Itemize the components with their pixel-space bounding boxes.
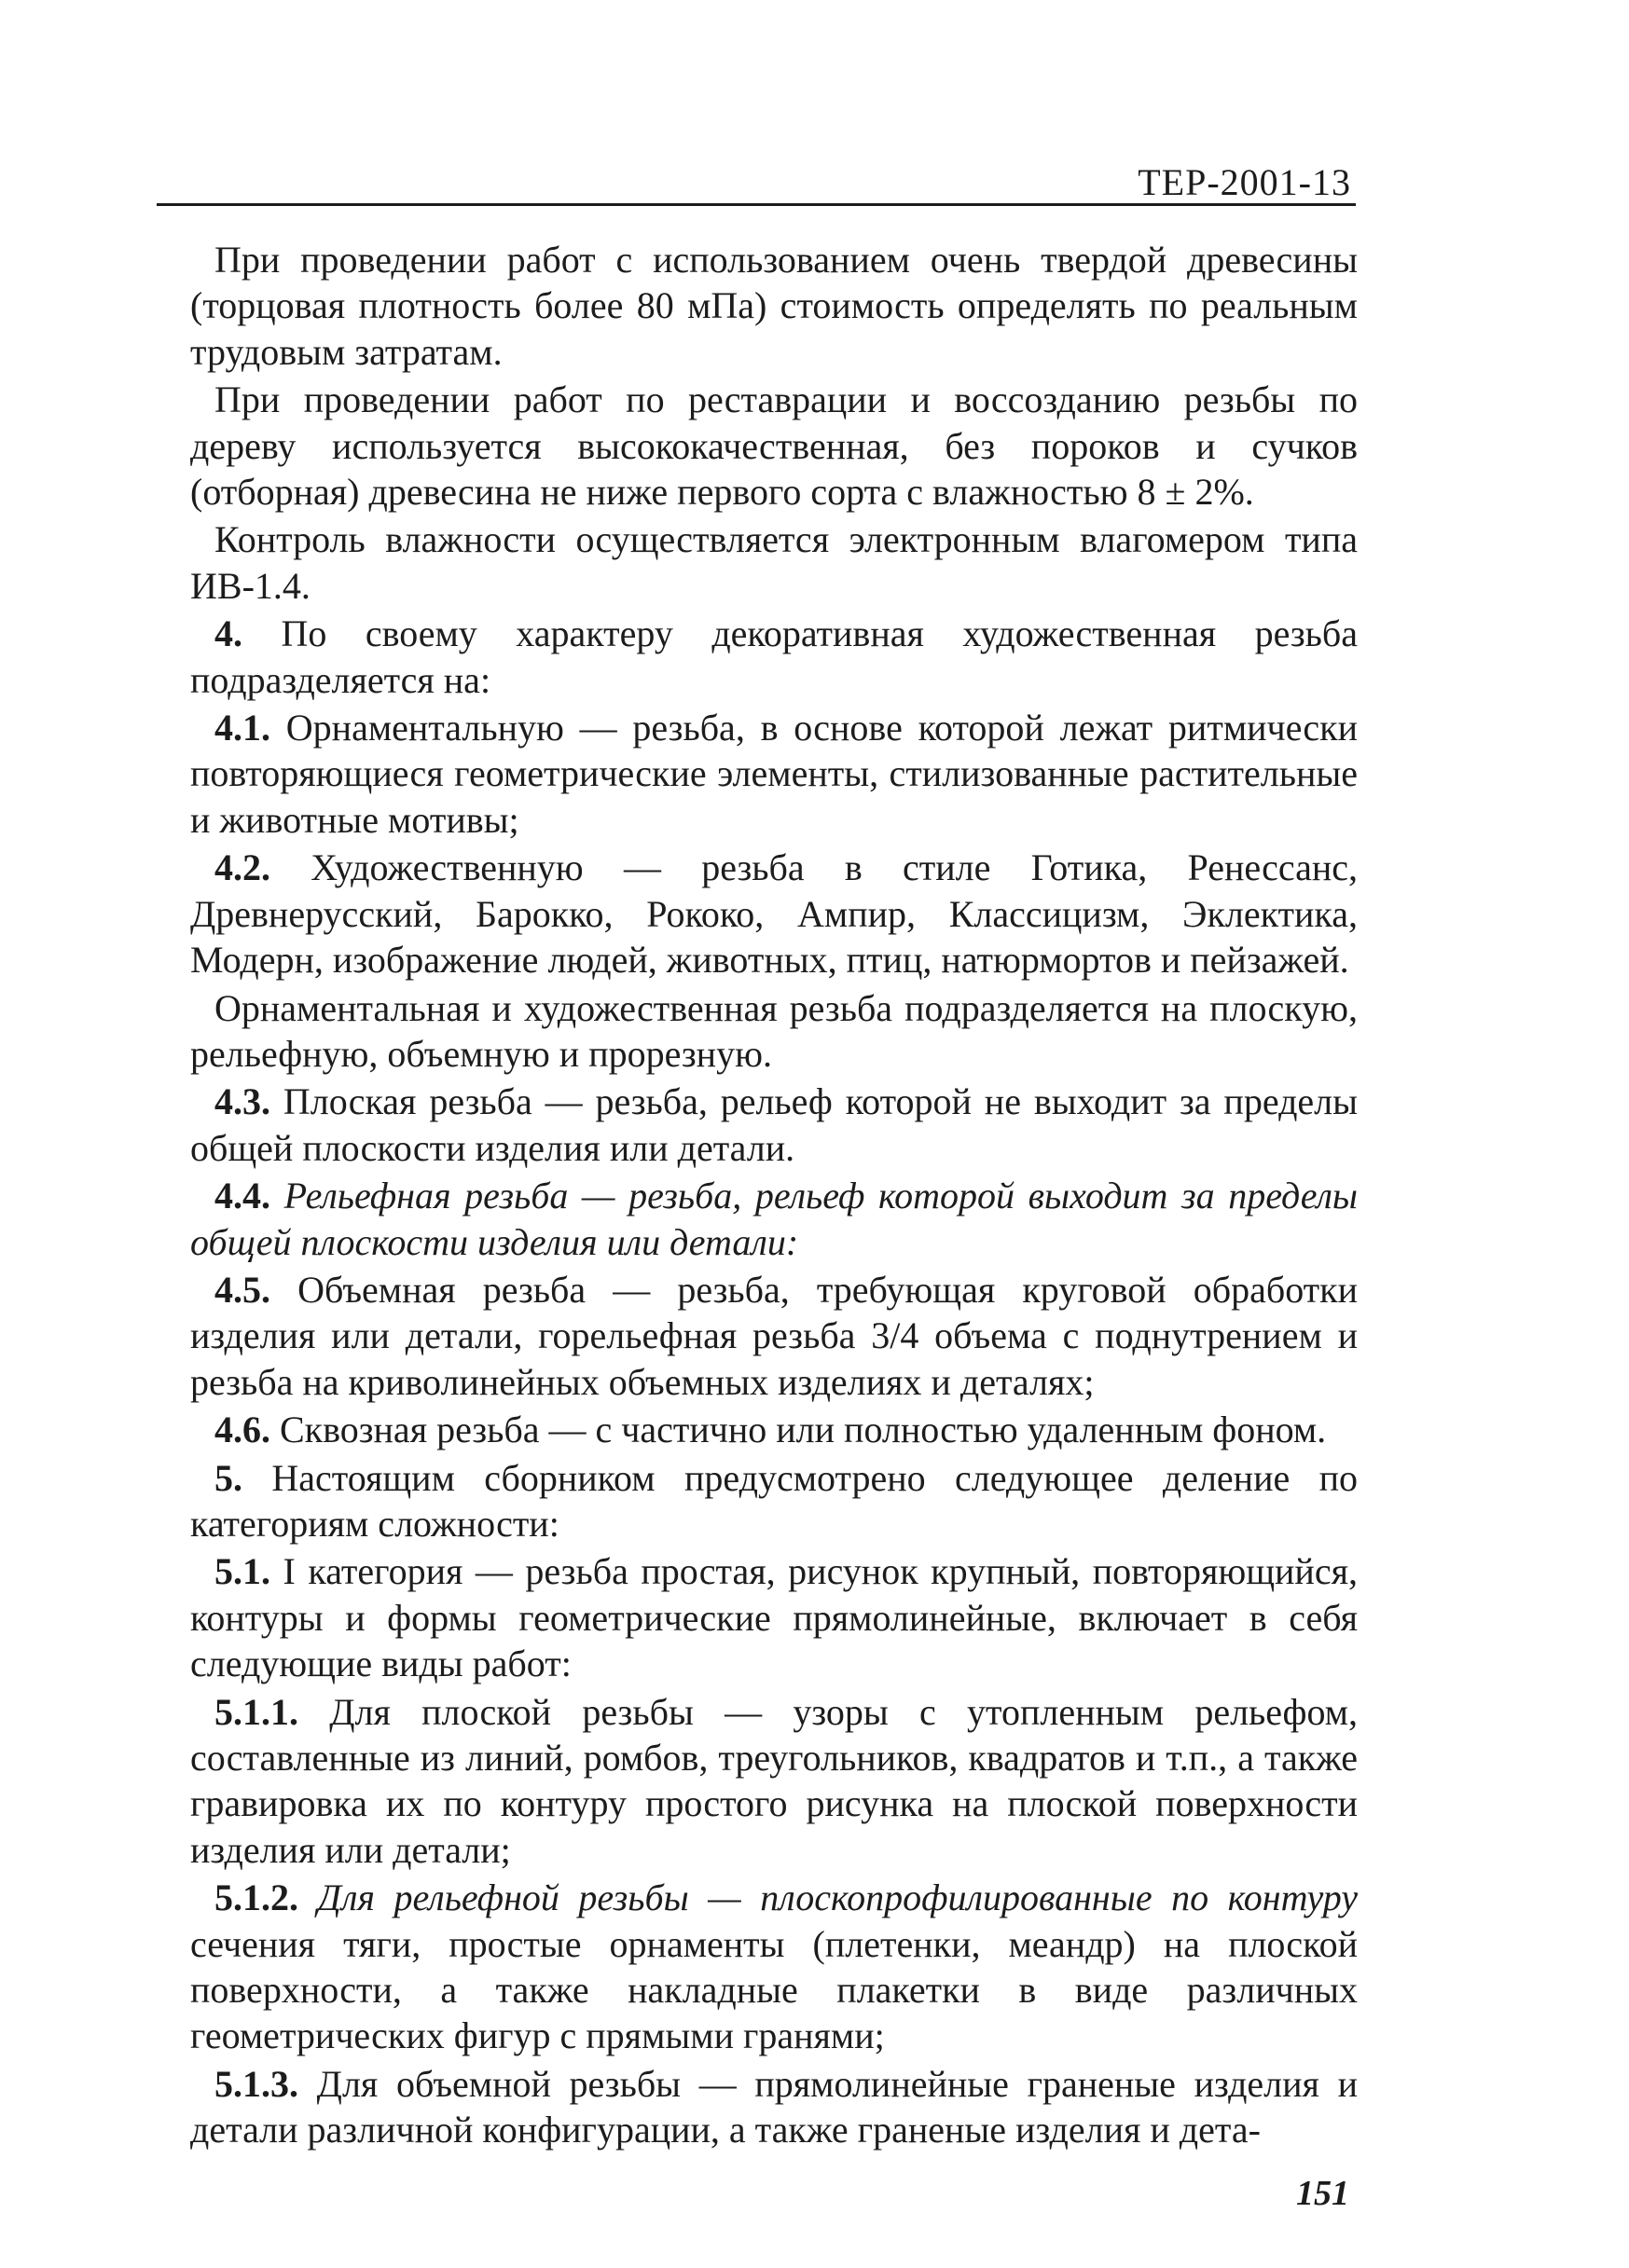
paragraph-text: По своему характеру декоративная художественная резьба подразделяется на: <box>190 612 1358 701</box>
clause-number: 4.5. <box>214 1268 270 1311</box>
paragraph <box>190 1548 1358 1686</box>
paragraph-text: сечения тяги, простые орнаменты (плетенки, меандр) на плоской поверхности, а также накладные плакетки в виде различных геометрических фигур с прямыми гранями; <box>190 1922 1358 2057</box>
paragraph <box>190 516 1358 609</box>
paragraph <box>190 1689 1358 1874</box>
paragraph-text: Сквозная резьба — с частично или полностью удаленным фоном. <box>280 1409 1327 1451</box>
clause-number: 4.2. <box>214 846 270 889</box>
paragraph-text: Для объемной резьбы — прямолинейные граненые изделия и детали различной конфигурации, а также граненые изделия и дета- <box>190 2062 1358 2151</box>
page-number: 151 <box>1296 2174 1349 2213</box>
paragraph <box>190 845 1358 983</box>
paragraph <box>190 1267 1358 1405</box>
paragraph-text: Настоящим сборником предусмотрено следующее деление по категориям сложности: <box>190 1456 1359 1545</box>
paragraph-text: I категория — резьба простая, рисунок крупный, повторяющийся, контуры и формы геометрические прямолинейные, включает в себя следующие виды работ: <box>190 1550 1358 1685</box>
paragraph <box>190 1455 1358 1547</box>
paragraph <box>190 2061 1358 2153</box>
paragraph-text: Орнаментальная и художественная резьба подразделяется на плоскую, рельефную, объемную и прорезную. <box>190 986 1358 1075</box>
paragraph <box>190 237 1358 375</box>
paragraph <box>190 705 1358 843</box>
clause-number: 5.1.2. <box>214 1876 298 1919</box>
paragraph-text: Объемная резьба — резьба, требующая круговой обработки изделия или детали, горельефная резьба 3/4 объема с поднутрением и резьба на криволинейных объемных изделиях и деталях; <box>190 1268 1359 1403</box>
paragraph-text: При проведении работ по реставрации и воссозданию резьбы по дереву используется высококачественная, без пороков и сучков (отборная) древесина не ниже первого сорта с влажностью 8 ± 2%. <box>190 378 1358 514</box>
paragraph-text: Контроль влажности осуществляется электронным влагомером типа ИВ-1.4. <box>190 518 1358 607</box>
paragraph <box>190 1407 1358 1452</box>
paragraph <box>190 611 1358 703</box>
clause-number: 5.1. <box>214 1550 270 1593</box>
clause-number: 4.6. <box>214 1409 270 1451</box>
document-code: ТЕР-2001-13 <box>1138 161 1351 203</box>
paragraph <box>190 1875 1358 2059</box>
paragraph <box>190 1079 1358 1171</box>
clause-number: 4.3. <box>214 1080 270 1123</box>
paragraph <box>190 985 1358 1078</box>
clause-number: 4. <box>214 612 242 655</box>
italic-lead: Рельефная резьба — резьба, рельеф которой выходит за пределы общей плоскости изделия или детали: <box>190 1175 1358 1263</box>
clause-number: 4.4. <box>214 1175 270 1217</box>
header-rule <box>157 203 1356 206</box>
clause-number: 5. <box>214 1456 242 1499</box>
paragraph-text: Художественную — резьба в стиле Готика, Ренессанс, Древнерусский, Барокко, Рококо, Ампир, Классицизм, Эклектика, Модерн, изображение людей, животных, птиц, натюрмортов и пейзажей. <box>190 846 1359 982</box>
clause-number: 5.1.1. <box>214 1690 298 1733</box>
italic-lead: Для рельефной резьбы — плоскопрофилированные по контуру <box>317 1876 1358 1919</box>
paragraph <box>190 377 1358 515</box>
paragraph-text: При проведении работ с использованием очень твердой древесины (торцовая плотность более 80 мПа) стоимость определять по реальным трудовым затратам. <box>190 239 1358 373</box>
clause-number: 5.1.3. <box>214 2062 298 2105</box>
paragraph-text: Для плоской резьбы — узоры с утопленным рельефом, составленные из линий, ромбов, треугольников, квадратов и т.п., а также гравировка их по контуру простого рисунка на плоской поверхности изделия или детали; <box>190 1690 1358 1871</box>
document-body <box>190 237 1358 2155</box>
clause-number: 4.1. <box>214 707 270 749</box>
paragraph-text: Орнаментальную — резьба, в основе которой лежат ритмически повторяющиеся геометрические элементы, стилизованные растительные и животные мотивы; <box>190 707 1358 841</box>
paragraph-text: Плоская резьба — резьба, рельеф которой не выходит за пределы общей плоскости изделия или детали. <box>190 1080 1359 1169</box>
paragraph <box>190 1173 1358 1265</box>
